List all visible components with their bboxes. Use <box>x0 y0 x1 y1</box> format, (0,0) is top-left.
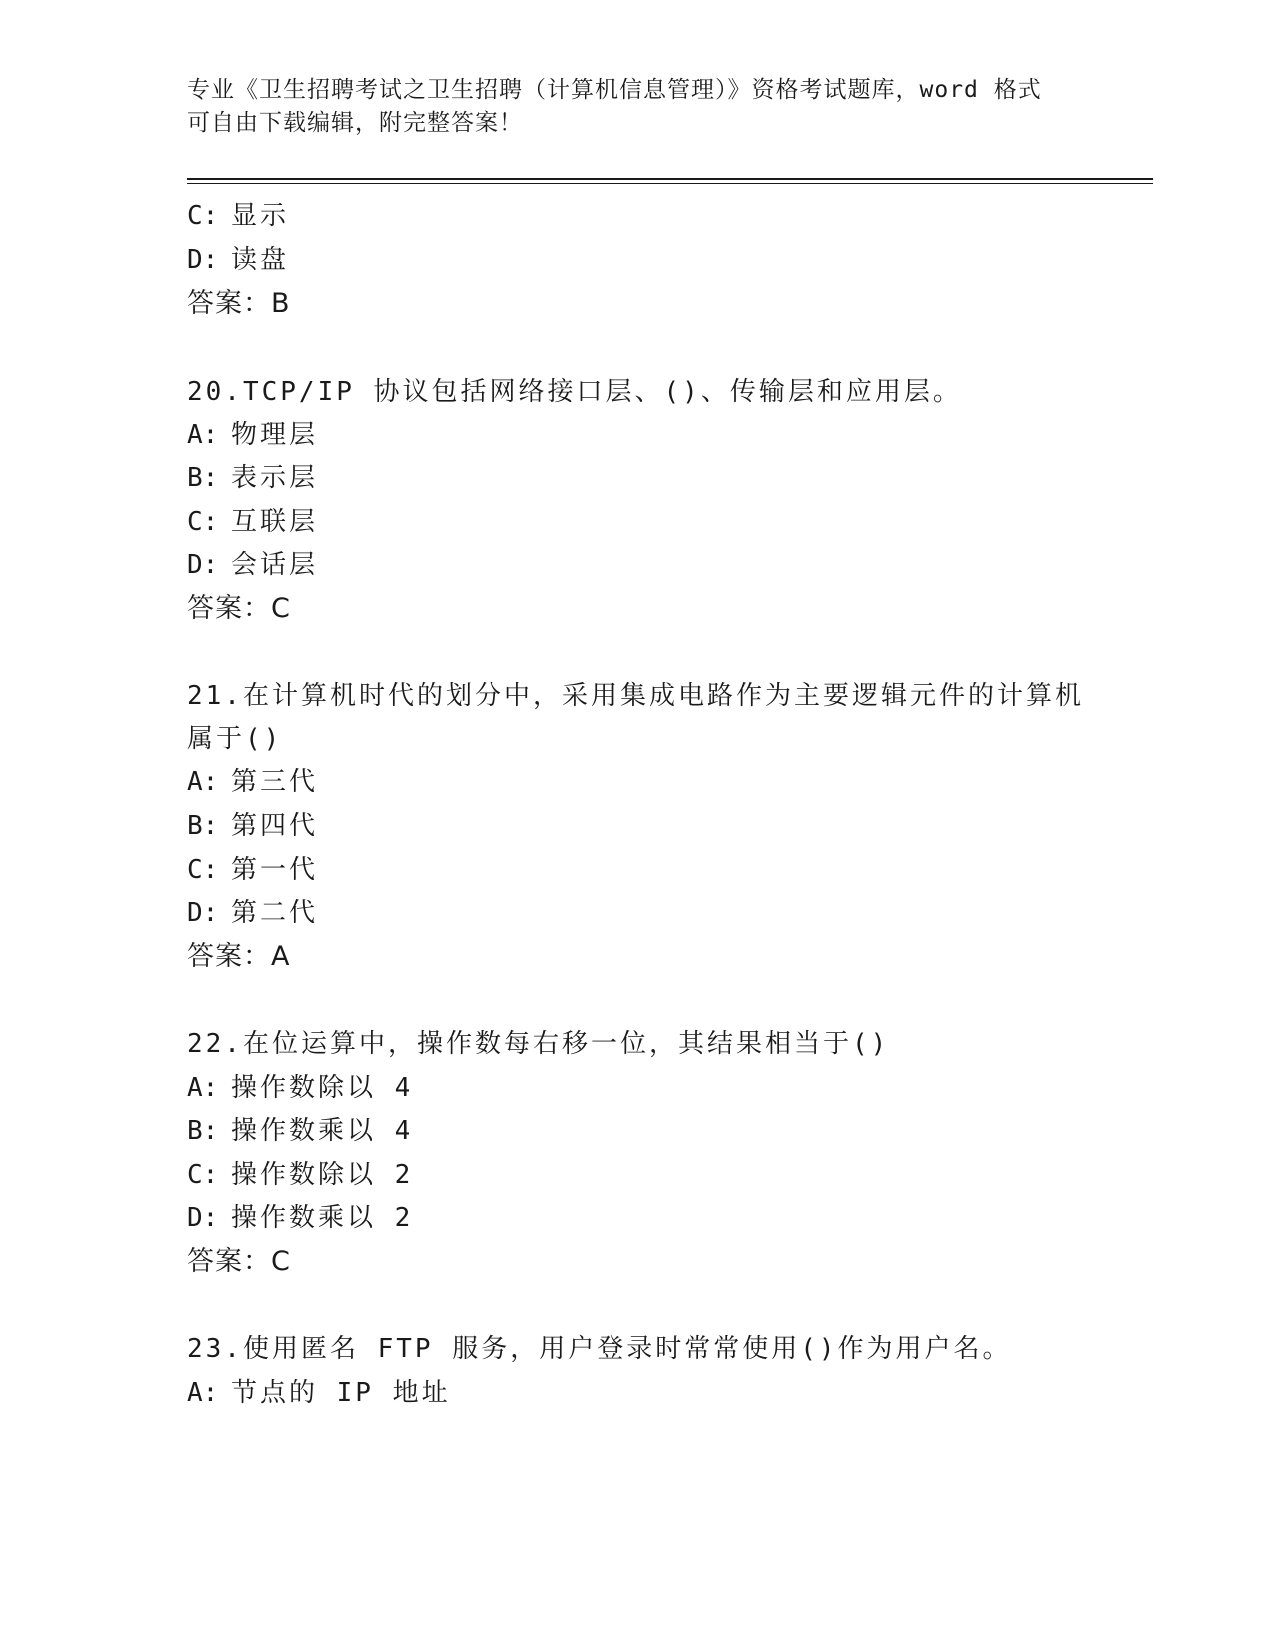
option-text: 操作数乘以 2 <box>231 1203 414 1233</box>
option-text: 第一代 <box>231 855 319 885</box>
option-line <box>187 1115 413 1147</box>
option-line <box>187 462 318 494</box>
header-title-line-1: 专业《卫生招聘考试之卫生招聘（计算机信息管理）》资格考试题库，word 格式 <box>187 77 1042 103</box>
option-text: 表示层 <box>231 463 319 493</box>
document-header <box>187 74 1067 140</box>
option-line <box>187 1202 413 1234</box>
option-letter: B: <box>187 811 219 841</box>
option-text: 操作数乘以 4 <box>231 1116 414 1146</box>
option-text: 物理层 <box>231 420 319 450</box>
option-letter: D: <box>187 1203 219 1233</box>
option-text: 显示 <box>231 201 290 231</box>
option-line <box>187 549 318 581</box>
option-text: 第四代 <box>231 811 319 841</box>
question-text: 20.TCP/IP 协议包括网络接口层、()、传输层和应用层。 <box>187 377 962 407</box>
option-text: 节点的 IP 地址 <box>231 1378 451 1408</box>
question-text: 属于() <box>187 724 283 754</box>
option-line <box>187 419 318 451</box>
option-letter: D: <box>187 550 219 580</box>
option-letter: B: <box>187 1116 219 1146</box>
option-letter: C: <box>187 201 219 231</box>
option-line <box>187 1072 413 1104</box>
option-line <box>187 897 318 929</box>
option-letter: D: <box>187 245 219 275</box>
option-line <box>187 1159 413 1191</box>
option-line <box>187 244 289 276</box>
answer-line: 答案：A <box>187 941 291 972</box>
answer-line: 答案：B <box>187 288 291 319</box>
option-text: 操作数除以 2 <box>231 1160 414 1190</box>
option-text: 互联层 <box>231 507 319 537</box>
option-text: 读盘 <box>231 245 290 275</box>
option-text: 第三代 <box>231 767 319 797</box>
question-text: 21.在计算机时代的划分中，采用集成电路作为主要逻辑元件的计算机 <box>187 681 1084 711</box>
option-letter: C: <box>187 1160 219 1190</box>
option-letter: A: <box>187 1073 219 1103</box>
option-letter: C: <box>187 855 219 885</box>
header-divider-bottom <box>187 183 1153 184</box>
option-text: 第二代 <box>231 898 319 928</box>
answer-line: 答案：C <box>187 1246 291 1277</box>
option-line <box>187 200 289 232</box>
header-title-line-2: 可自由下载编辑，附完整答案！ <box>187 110 523 136</box>
option-letter: A: <box>187 420 219 450</box>
answer-line: 答案：C <box>187 593 291 624</box>
option-letter: C: <box>187 507 219 537</box>
option-text: 操作数除以 4 <box>231 1073 414 1103</box>
option-letter: A: <box>187 1378 219 1408</box>
option-line <box>187 1377 451 1409</box>
header-divider-top <box>187 178 1153 180</box>
option-line <box>187 854 318 886</box>
option-letter: A: <box>187 767 219 797</box>
option-line <box>187 810 318 842</box>
option-text: 会话层 <box>231 550 319 580</box>
option-letter: B: <box>187 463 219 493</box>
option-letter: D: <box>187 898 219 928</box>
question-text: 23.使用匿名 FTP 服务，用户登录时常常使用()作为用户名。 <box>187 1334 1012 1364</box>
option-line <box>187 766 318 798</box>
question-text: 22.在位运算中，操作数每右移一位，其结果相当于() <box>187 1029 890 1059</box>
option-line <box>187 506 318 538</box>
